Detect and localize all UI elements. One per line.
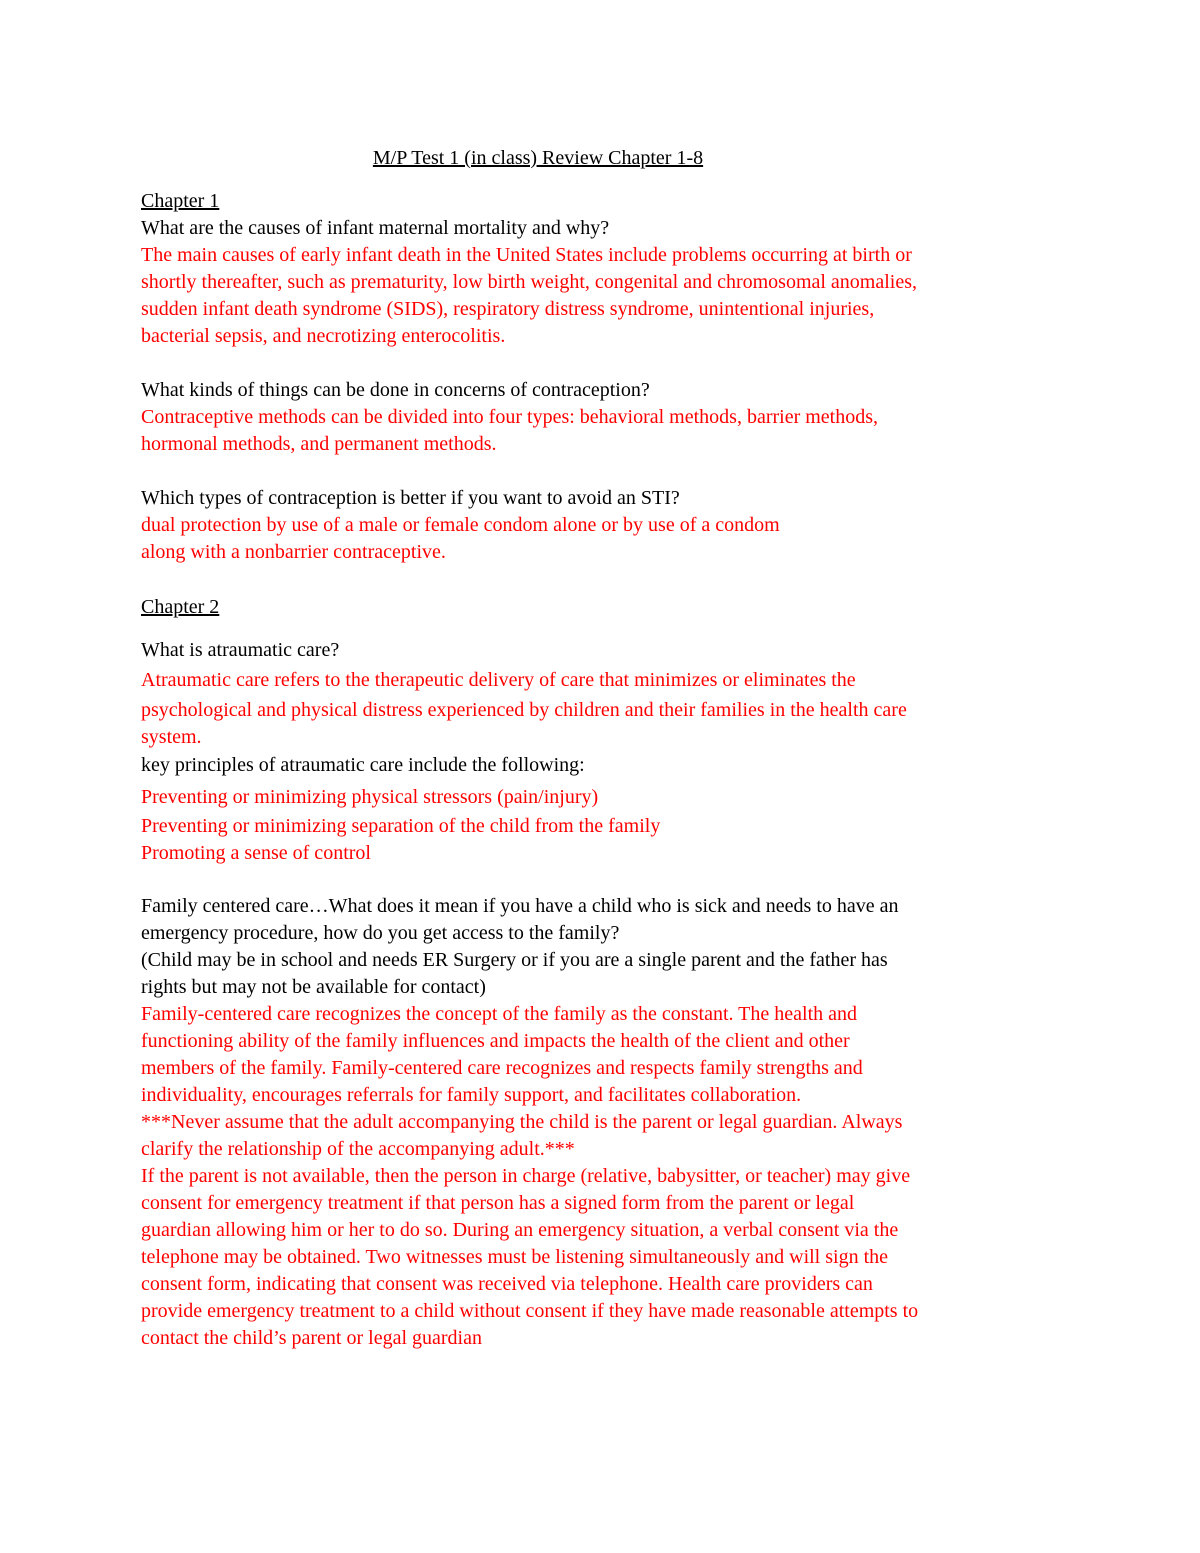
answer-family-centered-care — [141, 1001, 1071, 1352]
sti-qa — [141, 485, 1071, 566]
answer-line: functioning ability of the family influences and impacts the health of the client and other — [141, 1030, 850, 1052]
answer-line: members of the family. Family-centered care recognizes and respects family strengths and — [141, 1057, 863, 1079]
atraumatic-care-qa — [141, 637, 1071, 664]
answer-line: The main causes of early infant death in the United States include problems occurring at birth or — [141, 244, 912, 266]
answer-line: shortly thereafter, such as prematurity, low birth weight, congenital and chromosomal anomalies, — [141, 271, 918, 293]
chapter-1-section — [141, 188, 1071, 350]
principle-item: Preventing or minimizing separation of the child from the family — [141, 814, 661, 837]
question-contraception: What kinds of things can be done in concerns of contraception? — [141, 379, 650, 401]
answer-line: hormonal methods, and permanent methods. — [141, 433, 497, 455]
chapter-2-heading: Chapter 2 — [141, 596, 220, 618]
answer-atraumatic-care — [141, 666, 1071, 725]
answer-line: along with a nonbarrier contraceptive. — [141, 541, 446, 563]
answer-line: Family-centered care recognizes the concept of the family as the constant. The health and — [141, 1003, 857, 1025]
answer-line: sudden infant death syndrome (SIDS), respiratory distress syndrome, unintentional injuries, — [141, 298, 875, 320]
chapter-1-heading: Chapter 1 — [141, 190, 220, 212]
answer-line: Contraceptive methods can be divided into four types: behavioral methods, barrier methods, — [141, 406, 879, 428]
question-line: rights but may not be available for contact) — [141, 976, 486, 998]
answer-line: psychological and physical distress experienced by children and their families in the health care — [141, 698, 907, 721]
question-line: Family centered care…What does it mean if you have a child who is sick and needs to have an — [141, 895, 899, 917]
answer-line: provide emergency treatment to a child without consent if they have made reasonable attempts to — [141, 1300, 919, 1322]
question-line: emergency procedure, how do you get access to the family? — [141, 922, 620, 944]
answer-infant-mortality — [141, 242, 1071, 350]
answer-atraumatic-care-cont — [141, 724, 1071, 781]
answer-line: If the parent is not available, then the person in charge (relative, babysitter, or teacher) may give — [141, 1165, 911, 1187]
answer-line: consent form, indicating that consent was received via telephone. Health care providers can — [141, 1273, 873, 1295]
question-infant-mortality: What are the causes of infant maternal mortality and why? — [141, 217, 610, 239]
family-centered-care-qa — [141, 893, 1071, 1352]
answer-line: Atraumatic care refers to the therapeutic delivery of care that minimizes or eliminates the — [141, 669, 856, 691]
answer-line: clarify the relationship of the accompanying adult.*** — [141, 1138, 575, 1160]
answer-line: bacterial sepsis, and necrotizing enterocolitis. — [141, 325, 506, 347]
answer-line: consent for emergency treatment if that person has a signed form from the parent or legal — [141, 1192, 855, 1214]
principle-item: Preventing or minimizing physical stressors (pain/injury) — [141, 786, 599, 808]
answer-line: dual protection by use of a male or female condom alone or by use of a condom — [141, 514, 780, 536]
principle-item: Promoting a sense of control — [141, 841, 371, 864]
question-line: (Child may be in school and needs ER Surgery or if you are a single parent and the father has — [141, 949, 888, 971]
answer-contraception — [141, 404, 1071, 458]
principles-label: key principles of atraumatic care include the following: — [141, 754, 585, 776]
answer-line: ***Never assume that the adult accompanying the child is the parent or legal guardian. Always — [141, 1111, 903, 1133]
answer-line: guardian allowing him or her to do so. During an emergency situation, a verbal consent via the — [141, 1219, 899, 1241]
principles-list — [141, 783, 1071, 867]
answer-line: system. — [141, 726, 202, 748]
document-title: M/P Test 1 (in class) Review Chapter 1-8 — [372, 147, 704, 169]
question-sti: Which types of contraception is better if you want to avoid an STI? — [141, 487, 680, 509]
answer-line: telephone may be obtained. Two witnesses must be listening simultaneously and will sign the — [141, 1246, 889, 1268]
chapter-2-section — [141, 594, 1071, 621]
answer-line: individuality, encourages referrals for family support, and facilitates collaboration. — [141, 1084, 802, 1106]
answer-line: contact the child’s parent or legal guardian — [141, 1327, 482, 1349]
question-atraumatic-care: What is atraumatic care? — [141, 639, 340, 661]
contraception-qa — [141, 377, 1071, 458]
answer-sti — [141, 512, 1071, 566]
